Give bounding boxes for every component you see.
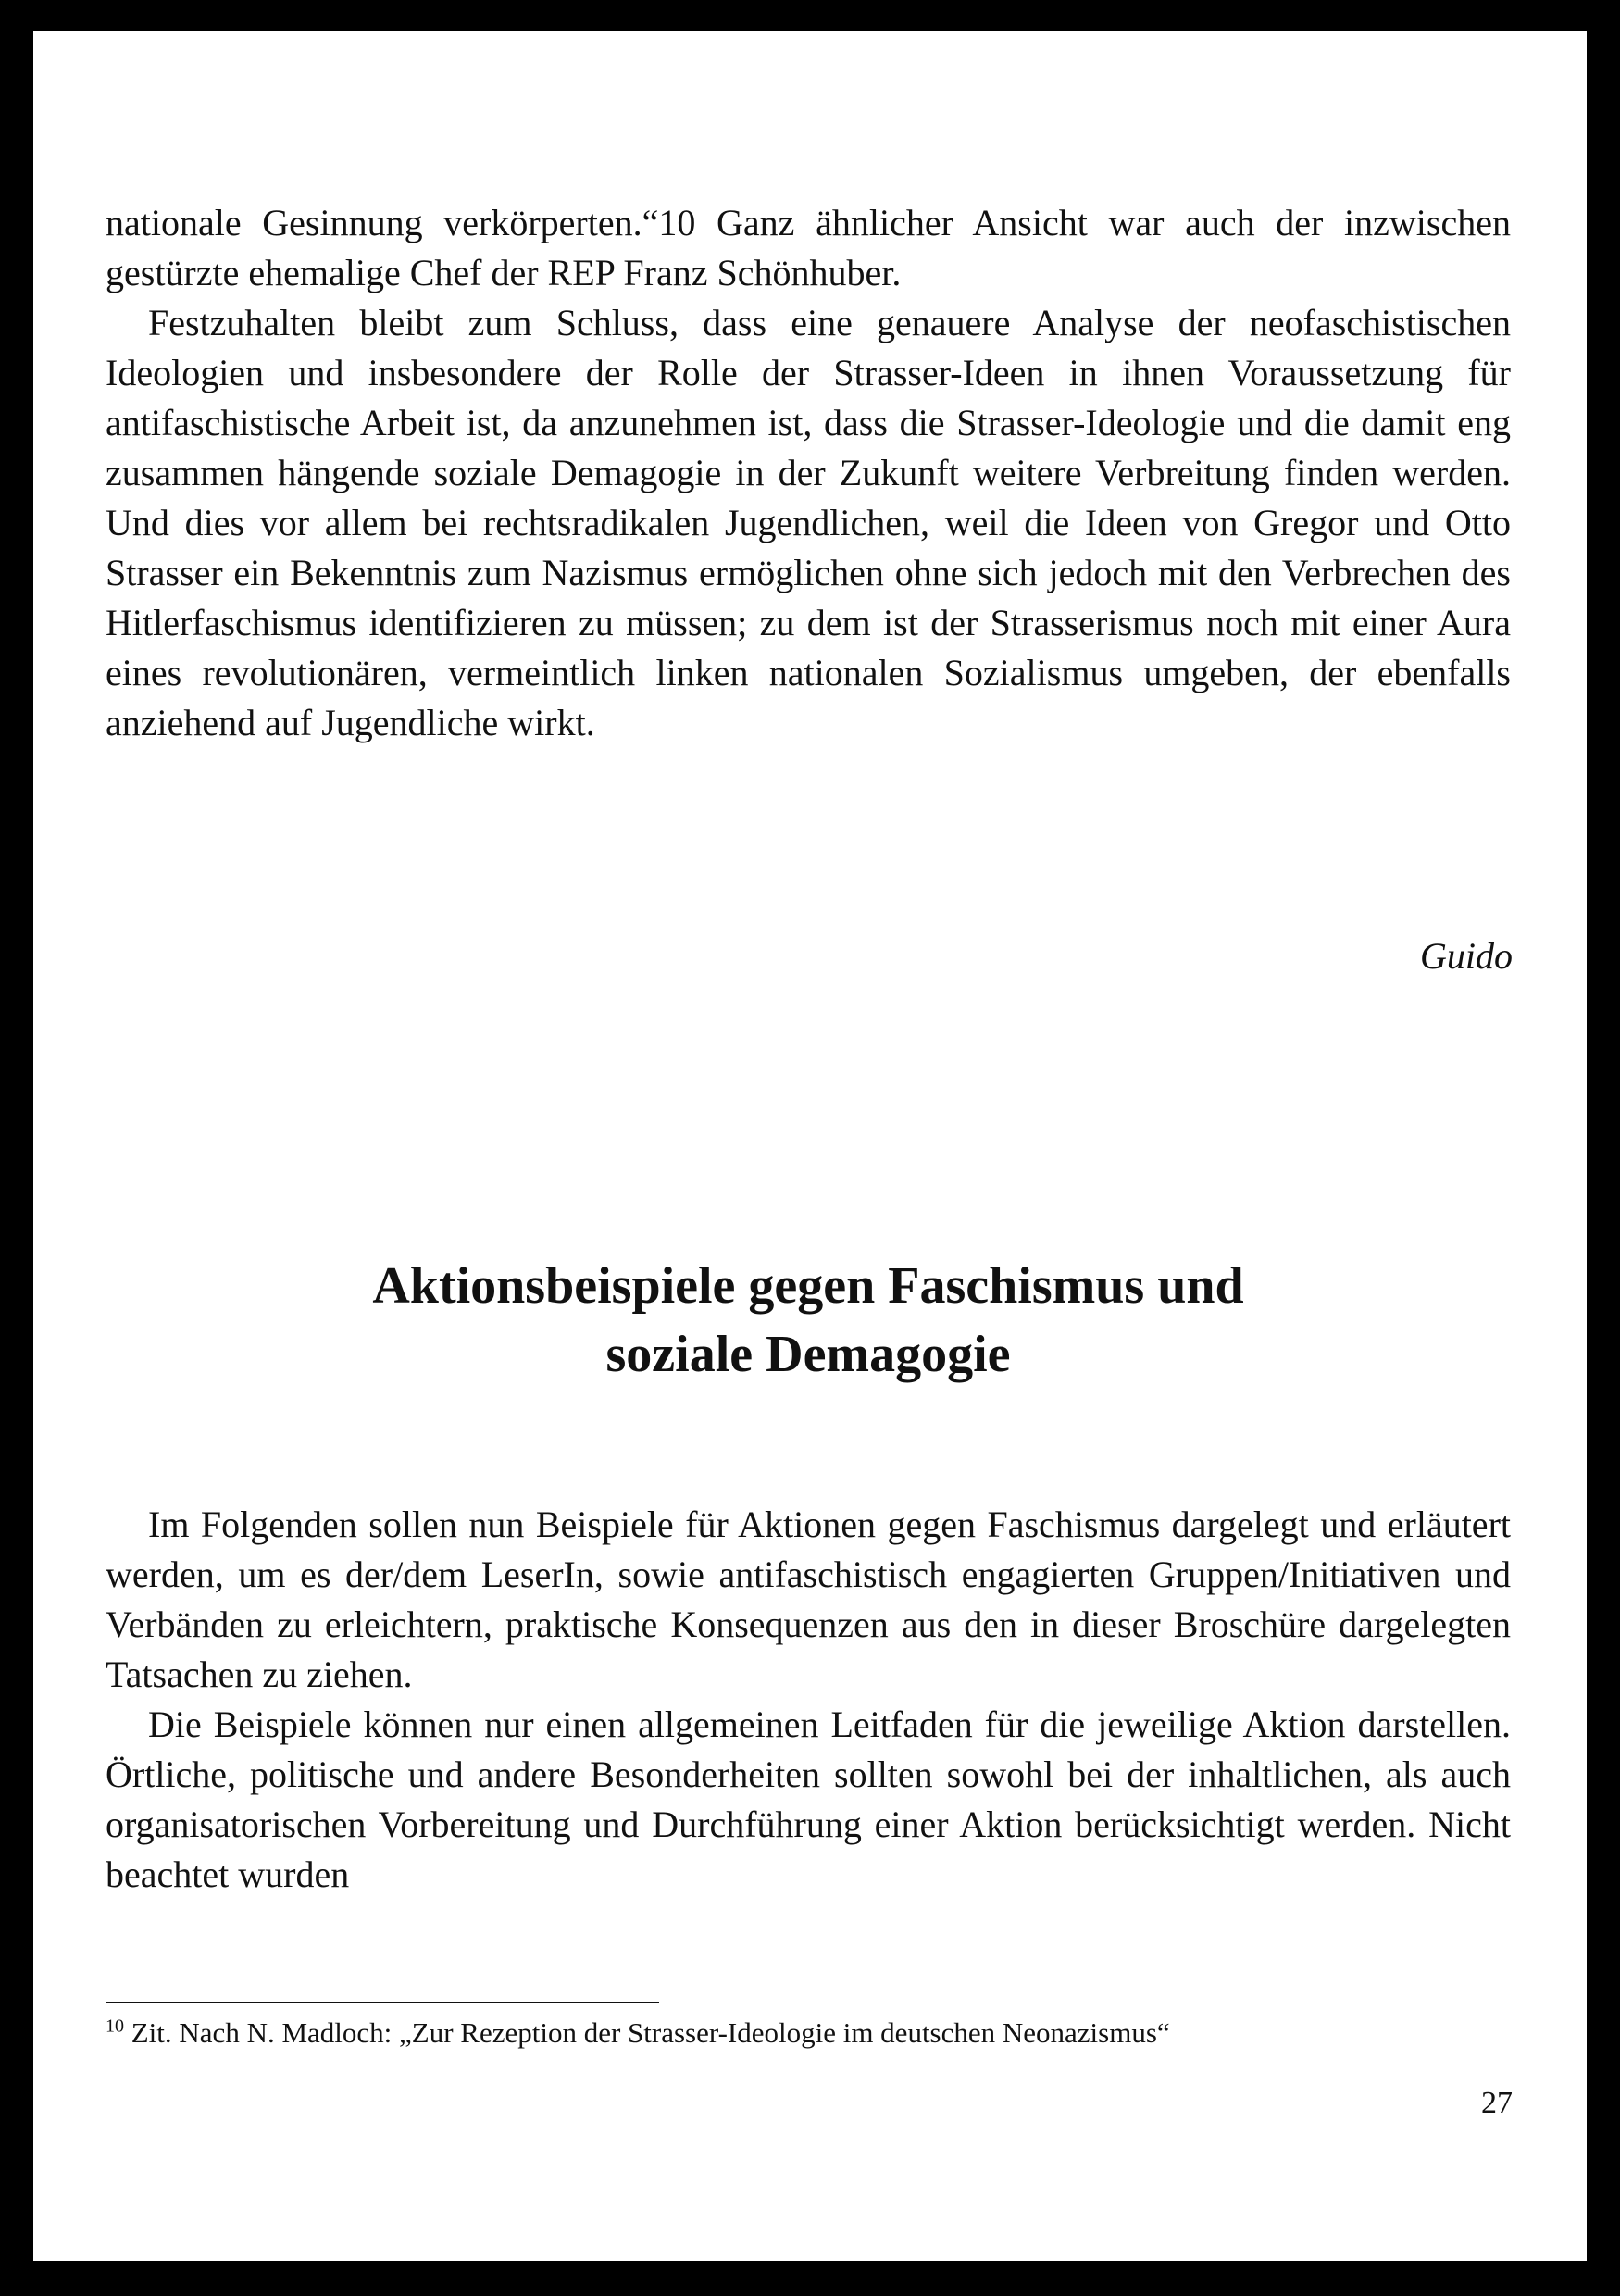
page-number: 27	[1481, 2086, 1513, 2120]
document-page	[33, 31, 1587, 2261]
section-heading-line-1: Aktionsbeispiele gegen Faschismus und	[372, 1257, 1244, 1315]
paragraph-introduction: Im Folgenden sollen nun Beispiele für Aktionen gegen Faschismus dargelegt und erläutert werden, um es der/dem LeserIn, sowie antifaschistisch engagierten Gruppen/Initiativen und Verbänden zu erleichtern, praktische Konsequenzen aus den in dieser Broschüre dargelegten Tatsachen zu ziehen.	[106, 1504, 1511, 1695]
footnote-marker: 10	[106, 2015, 124, 2037]
paragraph-guidelines: Die Beispiele können nur einen allgemeinen Leitfaden für die jeweilige Aktion darstellen. Örtliche, politische und andere Besonderheiten sollten sowohl bei der inhaltlichen, als auch organisatorischen Vorbereitung und Durchführung einer Aktion berücksichtigt werden. Nicht beachtet wurden	[106, 1703, 1511, 1895]
footnote	[106, 2015, 1511, 2052]
author-signature: Guido	[1420, 935, 1513, 977]
bottom-text-block	[106, 1500, 1511, 1900]
paragraph-conclusion: Festzuhalten bleibt zum Schluss, dass eine genauere Analyse der neofaschistischen Ideologien und insbesondere der Rolle der Strasser-Ideen in ihnen Voraussetzung für antifaschistische Arbeit ist, da anzunehmen ist, dass die Strasser-Ideologie und die damit eng zusammen hängende soziale Demagogie in der Zukunft weitere Verbreitung finden werden. Und dies vor allem bei rechtsradikalen Jugendlichen, weil die Ideen von Gregor und Otto Strasser ein Bekenntnis zum Nazismus ermöglichen ohne sich jedoch mit den Verbrechen des Hitlerfaschismus identifizieren zu müssen; zu dem ist der Strasserismus noch mit einer Aura eines revolutionären, vermeintlich linken nationalen Sozialismus umgeben, der ebenfalls anziehend auf Jugendliche wirkt.	[106, 302, 1511, 743]
footnote-divider	[106, 2002, 659, 2003]
footnote-text: Zit. Nach N. Madloch: „Zur Rezeption der Strasser-Ideologie im deutschen Neonazismus“	[131, 2016, 1170, 2049]
top-text-block	[106, 198, 1511, 748]
paragraph-continuation: nationale Gesinnung verkörperten.“10 Ganz ähnlicher Ansicht war auch der inzwischen gestürzte ehemalige Chef der REP Franz Schönhuber.	[106, 202, 1511, 293]
section-heading	[106, 1252, 1511, 1389]
section-heading-line-2: soziale Demagogie	[605, 1326, 1011, 1383]
